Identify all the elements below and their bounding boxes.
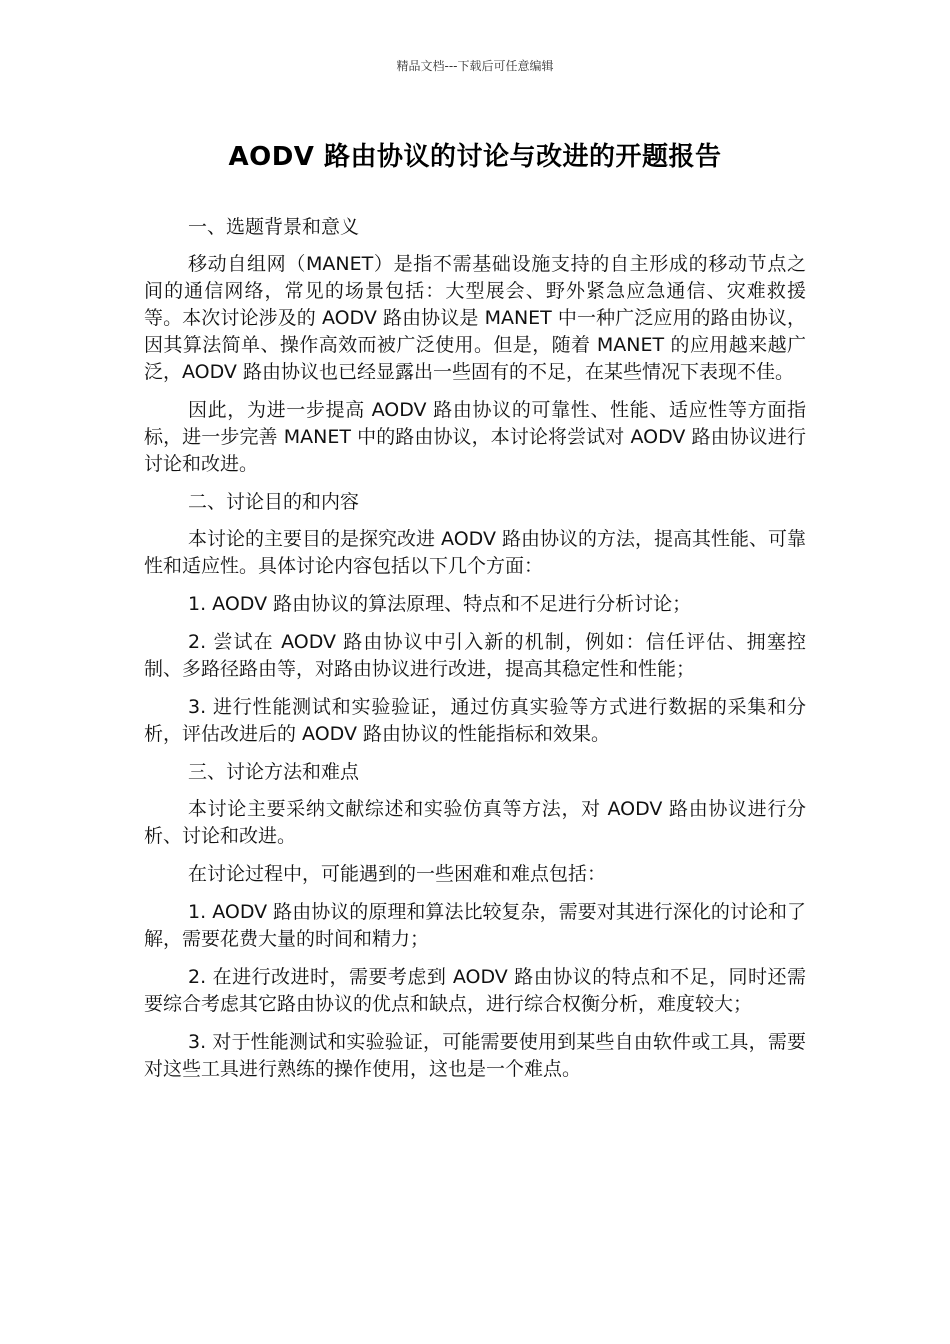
paragraph-difficulties-intro: 在讨论过程中，可能遇到的一些困难和难点包括： bbox=[188, 863, 607, 885]
list-item-objective-3: 3. 进行性能测试和实验验证，通过仿真实验等方式进行数据的采集和分析，评估改进后的 AODV 路由协议的性能指标和效果。 bbox=[144, 696, 806, 745]
paragraph-objectives-summary: 本讨论的主要目的是探究改进 AODV 路由协议的方法，提高其性能、可靠性和适应性。具体讨论内容包括以下几个方面： bbox=[144, 528, 806, 577]
list-item-difficulty-3: 3. 对于性能测试和实验验证，可能需要使用到某些自由软件或工具，需要对这些工具进行熟练的操作使用，这也是一个难点。 bbox=[144, 1031, 806, 1080]
list-item-difficulty-1: 1. AODV 路由协议的原理和算法比较复杂，需要对其进行深化的讨论和了解，需要花费大量的时间和精力； bbox=[144, 901, 806, 950]
page-header: 精品文档---下载后可任意编辑 bbox=[396, 59, 554, 73]
section-heading-methods: 三、讨论方法和难点 bbox=[188, 761, 360, 783]
section-heading-objectives: 二、讨论目的和内容 bbox=[188, 491, 360, 513]
document-body bbox=[144, 214, 806, 1094]
list-item-objective-1: 1. AODV 路由协议的算法原理、特点和不足进行分析讨论； bbox=[188, 593, 692, 615]
paragraph-research-motivation: 因此，为进一步提高 AODV 路由协议的可靠性、性能、适应性等方面指标，进一步完善 MANET 中的路由协议，本讨论将尝试对 AODV 路由协议进行讨论和改进。 bbox=[144, 399, 806, 475]
list-item-difficulty-2: 2. 在进行改进时，需要考虑到 AODV 路由协议的特点和不足，同时还需要综合考虑其它路由协议的优点和缺点，进行综合权衡分析，难度较大； bbox=[144, 966, 806, 1015]
paragraph-manet-intro: 移动自组网（MANET）是指不需基础设施支持的自主形成的移动节点之间的通信网络，常见的场景包括：大型展会、野外紧急应急通信、灾难救援等。本次讨论涉及的 AODV 路由协议是 MANET 中一种广泛应用的路由协议，因其算法简单、操作高效而被广泛使用。但是，随着 MANET 的应用越来越广泛，AODV 路由协议也已经显露出一些固有的不足，在某些情况下表现不佳。 bbox=[144, 253, 806, 383]
paragraph-methods: 本讨论主要采纳文献综述和实验仿真等方法，对 AODV 路由协议进行分析、讨论和改进。 bbox=[144, 798, 806, 847]
list-item-objective-2: 2. 尝试在 AODV 路由协议中引入新的机制，例如：信任评估、拥塞控制、多路径路由等，对路由协议进行改进，提高其稳定性和性能； bbox=[144, 631, 806, 680]
document-title: AODV 路由协议的讨论与改进的开题报告 bbox=[228, 142, 722, 172]
section-heading-background: 一、选题背景和意义 bbox=[188, 216, 360, 238]
